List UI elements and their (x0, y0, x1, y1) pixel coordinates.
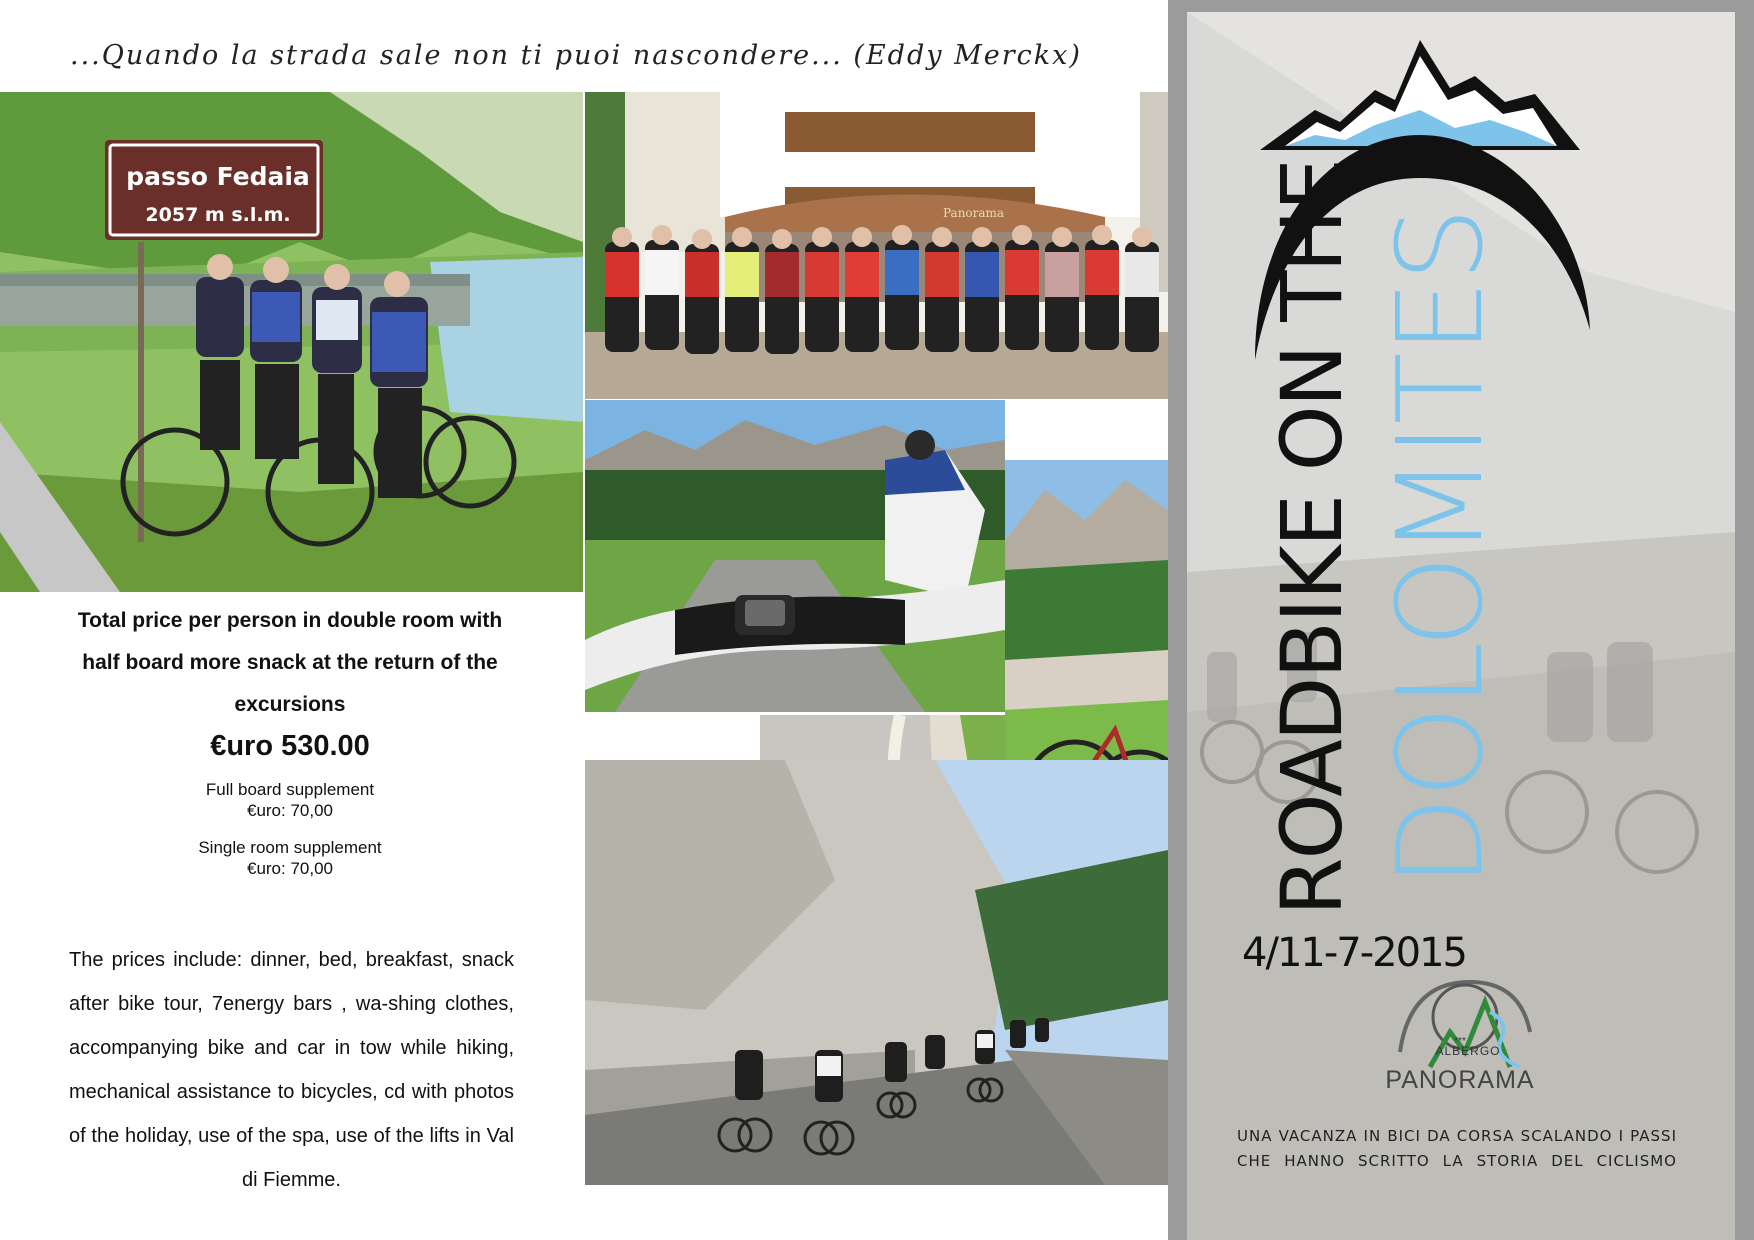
pass-sign-altitude: 2057 m s.l.m. (145, 204, 291, 226)
full-board-label: Full board supplement (205, 780, 375, 799)
pass-sign-title: passo Fedaia (126, 162, 310, 191)
quote-text: ...Quando la strada sale non ti puoi nascondere... (Eddy Merckx) (70, 40, 1082, 71)
price-description: Total price per person in double room with half board more snack at the return of the excursions (77, 609, 503, 716)
tagline-line2: CHE HANNO SCRITTO LA STORIA DEL CICLISMO (1237, 1152, 1677, 1170)
logo-stars: *** (1454, 1036, 1466, 1047)
logo-albergo-text: ALBERGO (1435, 1044, 1501, 1058)
full-board-supplement (60, 779, 520, 821)
single-room-price: €uro: 70,00 (246, 859, 333, 878)
prices-include-text: The prices include: dinner, bed, breakfast, snack after bike tour, 7energy bars , wa-shing clothes, accompanying bike and car in tow while hiking, mechanical assistance to bicycles, cd with photos of the holiday, use of the spa, use of the lifts in Val di Fiemme. (69, 949, 514, 1191)
hotel-sign: Panorama (943, 206, 1005, 220)
photo-passo-fedaia (0, 92, 583, 592)
cover-title-line1: ROADBIKE ON THE (1263, 160, 1361, 916)
cover-title-line2: DOLOMITES (1371, 208, 1509, 888)
photo-climbing-group (585, 760, 1168, 1185)
single-room-label: Single room supplement (198, 838, 382, 857)
logo-panorama-text: PANORAMA (1385, 1066, 1535, 1094)
photo-hotel-group (585, 92, 1168, 399)
event-dates: 4/11-7-2015 (1242, 930, 1466, 976)
tagline-line1: UNA VACANZA IN BICI DA CORSA SCALANDO I PASSI (1237, 1127, 1677, 1145)
full-board-price: €uro: 70,00 (246, 801, 333, 820)
single-room-supplement (60, 837, 520, 879)
price-amount: €uro 530.00 (210, 730, 370, 762)
cover-tagline (1237, 1124, 1677, 1174)
pricing-section (60, 600, 520, 879)
photo-handlebar-view (585, 400, 1005, 712)
